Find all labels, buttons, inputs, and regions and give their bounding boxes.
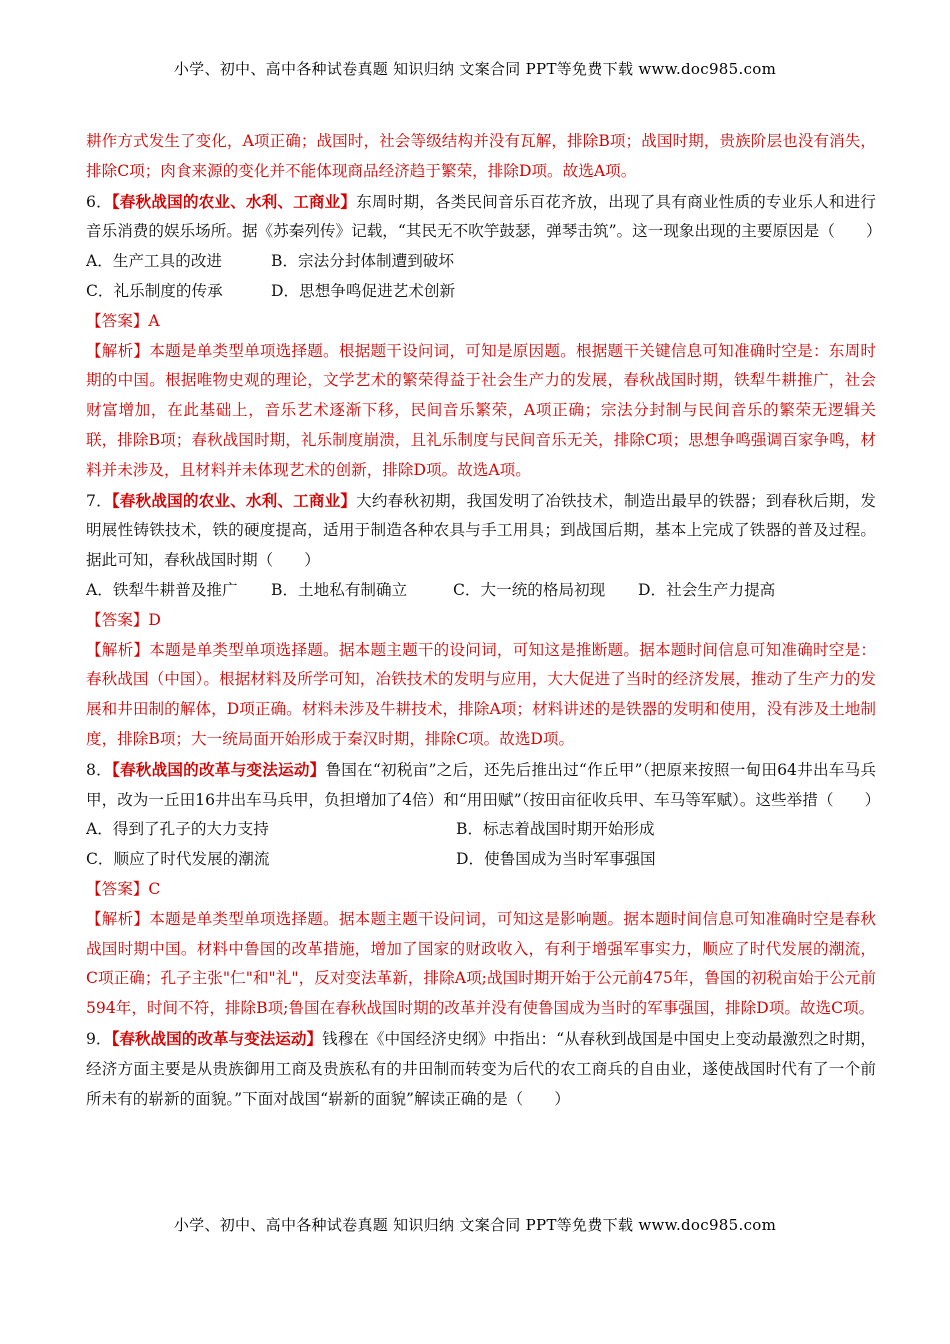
question-6-option-c: C．礼乐制度的传承 — [86, 281, 223, 300]
question-8-topic-tag: 【春秋战国的改革与变法运动】 — [111, 759, 326, 779]
question-7-option-c: C．大一统的格局初现 — [453, 580, 606, 599]
question-8-stem: 8．【春秋战国的改革与变法运动】鲁国在“初税亩”之后，还先后推出过“作丘甲”（把原来按照一甸田64井出车马兵甲，改为一丘田16井出车马兵甲，负担增加了4倍）和“用田赋”（按田亩征收兵甲、车马等军赋）。这些举措（ ） — [86, 759, 881, 809]
question-8-option-b: B．标志着战国时期开始形成 — [456, 820, 655, 839]
question-7-answer: 【答案】D — [86, 610, 161, 629]
question-7-option-b: B．土地私有制确立 — [271, 580, 408, 599]
question-6-topic-tag: 【春秋战国的农业、水利、工商业】 — [111, 191, 357, 211]
document-body — [86, 127, 882, 1114]
question-7 — [86, 486, 876, 755]
question-6-options-row-2 — [86, 277, 876, 307]
question-6-answer: 【答案】A — [86, 311, 160, 330]
question-7-option-a: A．铁犁牛耕普及推广 — [86, 580, 238, 599]
question-7-analysis: 【解析】本题是单类型单项选择题。据本题主题干的设问词，可知这是推断题。据本题时间信息可知准确时空是：春秋战国（中国）。根据材料及所学可知，冶铁技术的发明与应用，大大促进了当时的经济发展，推动了生产力的发展和井田制的解体，D项正确。材料未涉及牛耕技术，排除A项；材料讲述的是铁器的发明和使用，没有涉及土地制度，排除B项；大一统局面开始形成于秦汉时期，排除C项。故选D项。 — [86, 640, 876, 748]
page-footer: 小学、初中、高中各种试卷真题 知识归纳 文案合同 PPT等免费下载 www.doc985.com — [173, 1216, 777, 1234]
question-6-stem: 6．【春秋战国的农业、水利、工商业】东周时期，各类民间音乐百花齐放，出现了具有商业性质的专业乐人和进行音乐消费的娱乐场所。据《苏秦列传》记载，“其民无不吹竽鼓瑟，弹琴击筑”。这一现象出现的主要原因是（ ） — [86, 191, 882, 241]
question-8-option-c: C．顺应了时代发展的潮流 — [86, 850, 270, 869]
question-9-topic-tag: 【春秋战国的改革与变法运动】 — [111, 1028, 323, 1048]
question-8-answer: 【答案】C — [86, 879, 161, 898]
question-9 — [86, 1024, 876, 1114]
question-7-stem: 7．【春秋战国的农业、水利、工商业】大约春秋初期，我国发明了冶铁技术，制造出最早的铁器；到春秋后期，发明展性铸铁技术，铁的硬度提高，适用于制造各种农具与手工用具；到战国后期，基本上完成了铁器的普及过程。据此可知，春秋战国时期（ ） — [86, 490, 876, 570]
question-7-topic-tag: 【春秋战国的农业、水利、工商业】 — [111, 490, 357, 510]
continued-analysis: 耕作方式发生了变化，A项正确；战国时，社会等级结构并没有瓦解，排除B项；战国时期，贵族阶层也没有消失，排除C项；肉食来源的变化并不能体现商品经济趋于繁荣，排除D项。故选A项。 — [86, 132, 876, 180]
question-6 — [86, 187, 882, 486]
question-6-option-d: D．思想争鸣促进艺术创新 — [271, 281, 456, 300]
question-8-option-d: D．使鲁国成为当时军事强国 — [456, 850, 656, 869]
question-8-option-a: A．得到了孔子的大力支持 — [86, 820, 269, 839]
question-6-option-b: B．宗法分封体制遭到破坏 — [271, 252, 454, 271]
question-8-analysis: 【解析】本题是单类型单项选择题。据本题主题干设问词，可知这是影响题。据本题时间信息可知准确时空是春秋战国时期中国。材料中鲁国的改革措施，增加了国家的财政收入，有利于增强军事实力，顺应了时代发展的潮流，C项正确；孔子主张"仁"和"礼"，反对变法革新，排除A项;战国时期开始于公元前475年，鲁国的初税亩始于公元前594年，时间不符，排除B项;鲁国在春秋战国时期的改革并没有使鲁国成为当时的军事强国，排除D项。故选C项。 — [86, 909, 876, 1018]
question-6-analysis: 【解析】本题是单类型单项选择题。根据题干设问词，可知是原因题。根据题干关键信息可知准确时空是：东周时期的中国。根据唯物史观的理论，文学艺术的繁荣得益于社会生产力的发展，春秋战国时期，铁犁牛耕推广，社会财富增加，在此基础上，音乐艺术逐渐下移，民间音乐繁荣，A项正确；宗法分封制与民间音乐的繁荣无逻辑关联，排除B项；春秋战国时期，礼乐制度崩溃，且礼乐制度与民间音乐无关，排除C项；思想争鸣强调百家争鸣，材料并未涉及，且材料并未体现艺术的创新，排除D项。故选A项。 — [86, 341, 876, 479]
question-8 — [86, 755, 881, 1024]
question-6-options-row-1 — [86, 247, 876, 277]
page-header: 小学、初中、高中各种试卷真题 知识归纳 文案合同 PPT等免费下载 www.doc985.com — [173, 60, 777, 78]
question-8-options-row-2 — [86, 845, 876, 875]
question-7-option-d: D．社会生产力提高 — [638, 580, 776, 599]
question-7-options-row — [86, 576, 876, 606]
question-6-option-a: A．生产工具的改进 — [86, 252, 223, 271]
question-9-stem: 9．【春秋战国的改革与变法运动】钱穆在《中国经济史纲》中指出：“从春秋到战国是中国史上变动最激烈之时期，经济方面主要是从贵族御用工商及贵族私有的井田制而转变为后代的农工商兵的自由业，遂使战国时代有了一个前所未有的崭新的面貌。”下面对战国“崭新的面貌”解读正确的是（ ） — [86, 1028, 877, 1108]
question-8-options-row-1 — [86, 815, 876, 845]
